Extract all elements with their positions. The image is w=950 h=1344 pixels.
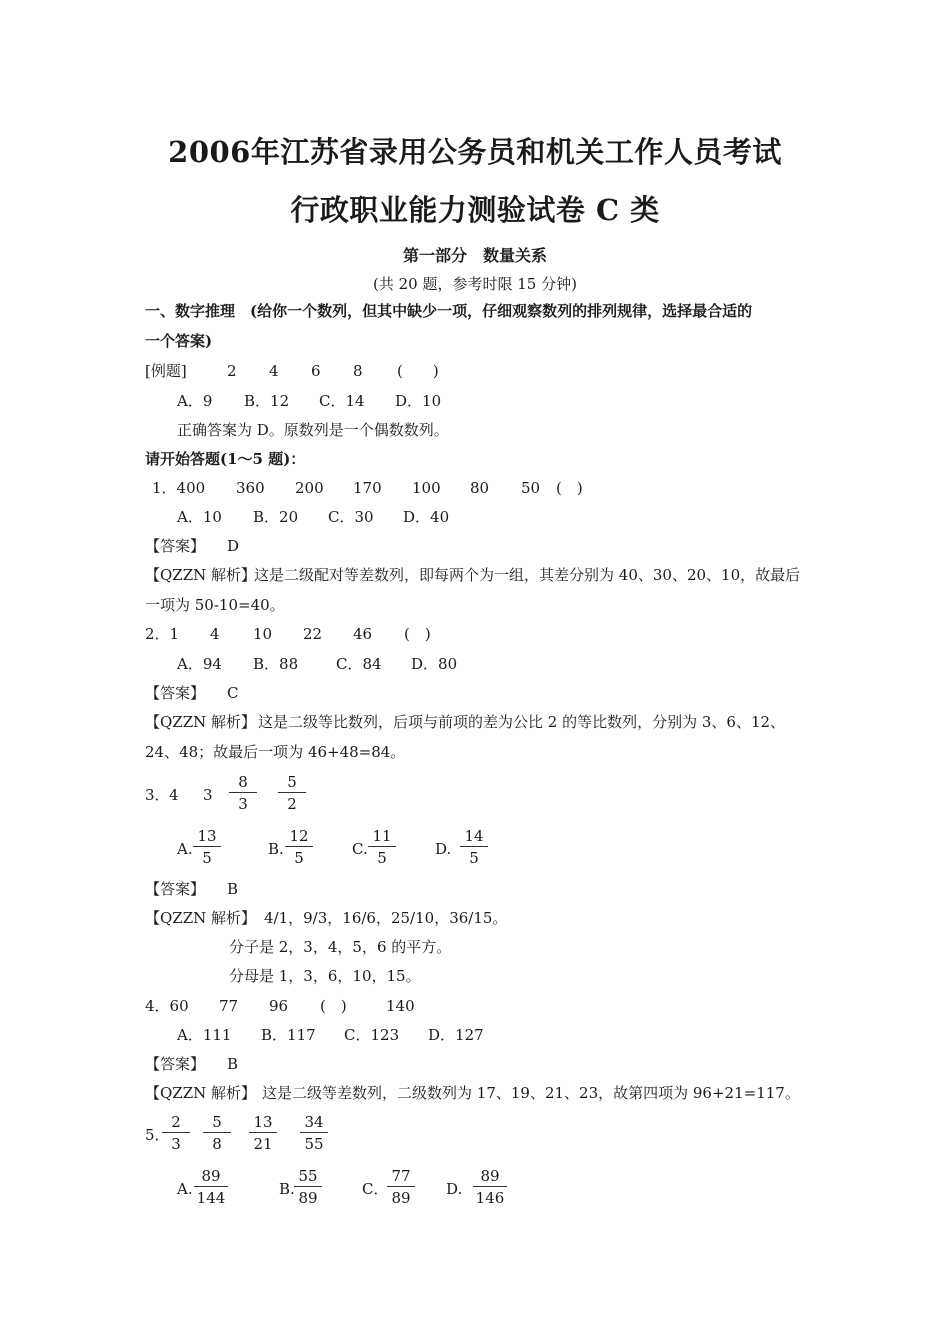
q2-seq-item: 4 (210, 625, 220, 643)
fraction-denominator: 5 (202, 849, 212, 867)
example-option-d: D．10 (395, 392, 442, 410)
q1-analysis-line-2: 一项为 50-10=40。 (145, 596, 285, 614)
q4-answer-label: 【答案】 (145, 1055, 206, 1073)
fraction-numerator: 77 (391, 1167, 411, 1185)
part-title: 第一部分 数量关系 (402, 246, 547, 265)
q3-option-c-fraction (367, 827, 397, 867)
q4-option-a: A．111 (177, 1026, 232, 1044)
q2-seq-item: 46 (353, 625, 373, 643)
q4-seq-item: 140 (386, 997, 415, 1015)
q5-option-d-fraction (472, 1167, 508, 1207)
q3-analysis-label: 【QZZN 解析】 (145, 909, 257, 927)
q1-seq-item: 100 (412, 479, 441, 497)
q5-seq-fraction (161, 1113, 191, 1153)
example-seq-item: 4 (269, 362, 279, 380)
q1-seq-item: 1．400 (152, 479, 206, 497)
q4-analysis-label: 【QZZN 解析】 (145, 1084, 257, 1102)
q3-option-a-fraction (192, 827, 222, 867)
fraction-numerator: 14 (464, 827, 484, 845)
q3-option-b-label: B. (268, 840, 284, 858)
q3-answer: B (227, 880, 239, 898)
fraction-denominator: 3 (238, 795, 248, 813)
example-seq-item: 2 (227, 362, 237, 380)
q3-option-d-fraction (459, 827, 489, 867)
q2-analysis-label: 【QZZN 解析】 (145, 713, 257, 731)
q5-number: 5． (145, 1126, 170, 1144)
start-prompt: 请开始答题(1～5 题)： (145, 450, 306, 468)
q1-seq-item: 200 (295, 479, 324, 497)
q1-seq-item: 360 (236, 479, 265, 497)
q2-answer: C (227, 684, 239, 702)
fraction-denominator: 144 (196, 1189, 226, 1207)
q2-analysis-line-1: 这是二级等比数列，后项与前项的差为公比 2 的等比数列，分别为 3、6、12、 (258, 713, 786, 731)
q1-analysis-line-1: 这是二级配对等差数列，即每两个为一组，其差分别为 40、30、20、10，故最后 (254, 566, 801, 584)
fraction-numerator: 13 (197, 827, 217, 845)
q1-analysis-label: 【QZZN 解析】 (145, 566, 257, 584)
fraction-denominator: 8 (212, 1135, 222, 1153)
q3-answer-label: 【答案】 (145, 880, 206, 898)
fraction-denominator: 2 (287, 795, 297, 813)
fraction-denominator: 21 (253, 1135, 273, 1153)
q4-answer: B (227, 1055, 239, 1073)
q1-answer-label: 【答案】 (145, 537, 206, 555)
q5-option-d-label: D. (446, 1180, 463, 1198)
fraction-numerator: 89 (480, 1167, 500, 1185)
example-label: [例题] (145, 362, 187, 380)
fraction-numerator: 55 (298, 1167, 318, 1185)
q1-option-a: A．10 (177, 508, 222, 526)
q3-analysis-line-3: 分母是 1，3，6，10，15。 (229, 967, 421, 985)
q4-option-c: C．123 (344, 1026, 400, 1044)
q1-seq-blank: ( ) (556, 479, 583, 497)
q5-seq-fraction (299, 1113, 329, 1153)
q3-analysis-line-2: 分子是 2，3，4，5，6 的平方。 (229, 938, 452, 956)
q1-answer: D (227, 537, 240, 555)
q3-seq-item: 3 (203, 786, 213, 804)
q3-seq-item: 4 (169, 786, 179, 804)
q3-number: 3． (145, 786, 170, 804)
fraction-denominator: 5 (294, 849, 304, 867)
q3-seq-fraction (277, 773, 307, 813)
q4-option-d: D．127 (428, 1026, 484, 1044)
fraction-numerator: 12 (289, 827, 309, 845)
q3-analysis-line-1: 4/1，9/3，16/6，25/10，36/15。 (264, 909, 508, 927)
fraction-numerator: 34 (304, 1113, 324, 1131)
q2-seq-blank: ( ) (404, 625, 431, 643)
q4-seq-blank: ( ) (320, 997, 347, 1015)
q4-seq-item: 4．60 (145, 997, 189, 1015)
fraction-denominator: 5 (469, 849, 479, 867)
q1-option-b: B．20 (253, 508, 299, 526)
q2-option-c: C．84 (336, 655, 382, 673)
q3-option-d-label: D. (435, 840, 452, 858)
q1-seq-item: 80 (470, 479, 490, 497)
q1-option-d: D．40 (403, 508, 450, 526)
q2-answer-label: 【答案】 (145, 684, 206, 702)
q4-option-b: B．117 (261, 1026, 316, 1044)
example-option-a: A．9 (177, 392, 213, 410)
q2-option-b: B．88 (253, 655, 299, 673)
fraction-numerator: 11 (372, 827, 392, 845)
q5-option-a-label: A. (177, 1180, 193, 1198)
q2-option-d: D．80 (411, 655, 458, 673)
q2-analysis-line-2: 24、48；故最后一项为 46+48=84。 (145, 743, 406, 761)
example-answer-text: 正确答案为 D。原数列是一个偶数数列。 (177, 421, 449, 439)
q2-seq-item: 2．1 (145, 625, 180, 643)
q5-option-b-label: B. (279, 1180, 295, 1198)
fraction-denominator: 3 (171, 1135, 181, 1153)
q1-option-c: C．30 (328, 508, 374, 526)
example-option-c: C．14 (319, 392, 365, 410)
q3-seq-fraction (228, 773, 258, 813)
title-line-2: 行政职业能力测验试卷 C 类 (290, 193, 660, 227)
fraction-denominator: 89 (298, 1189, 318, 1207)
q4-seq-item: 96 (269, 997, 289, 1015)
example-seq-item: 6 (311, 362, 321, 380)
example-option-b: B．12 (244, 392, 290, 410)
q4-analysis-line-1: 这是二级等差数列，二级数列为 17、19、21、23，故第四项为 96+21=117。 (262, 1084, 800, 1102)
example-seq-item: 8 (353, 362, 363, 380)
q5-option-a-fraction (193, 1167, 229, 1207)
title-line-1: 2006年江苏省录用公务员和机关工作人员考试 (168, 135, 782, 169)
fraction-numerator: 5 (212, 1113, 222, 1131)
q5-option-c-label: C． (362, 1180, 389, 1198)
section-heading-line-1: 一、数字推理 (给你一个数列，但其中缺少一项，仔细观察数列的排列规律，选择最合适的 (145, 302, 753, 320)
q3-option-b-fraction (284, 827, 314, 867)
fraction-denominator: 5 (377, 849, 387, 867)
fraction-numerator: 89 (201, 1167, 221, 1185)
part-note: (共 20 题，参考时限 15 分钟) (373, 275, 577, 293)
q5-seq-fraction (248, 1113, 278, 1153)
fraction-numerator: 8 (238, 773, 248, 791)
q1-seq-item: 170 (353, 479, 382, 497)
q2-seq-item: 10 (253, 625, 273, 643)
q3-option-c-label: C. (352, 840, 368, 858)
q3-option-a-label: A. (177, 840, 193, 858)
q5-option-b-fraction (293, 1167, 323, 1207)
fraction-numerator: 2 (171, 1113, 181, 1131)
fraction-numerator: 13 (253, 1113, 273, 1131)
q1-seq-item: 50 (521, 479, 541, 497)
q5-seq-fraction (202, 1113, 232, 1153)
example-seq-blank: ( ) (397, 362, 439, 380)
q5-option-c-fraction (386, 1167, 416, 1207)
q4-seq-item: 77 (219, 997, 239, 1015)
fraction-numerator: 5 (287, 773, 297, 791)
fraction-denominator: 55 (304, 1135, 324, 1153)
q2-seq-item: 22 (303, 625, 323, 643)
fraction-denominator: 146 (475, 1189, 505, 1207)
section-heading-line-2: 一个答案) (145, 332, 213, 350)
q2-option-a: A．94 (177, 655, 222, 673)
fraction-denominator: 89 (391, 1189, 411, 1207)
